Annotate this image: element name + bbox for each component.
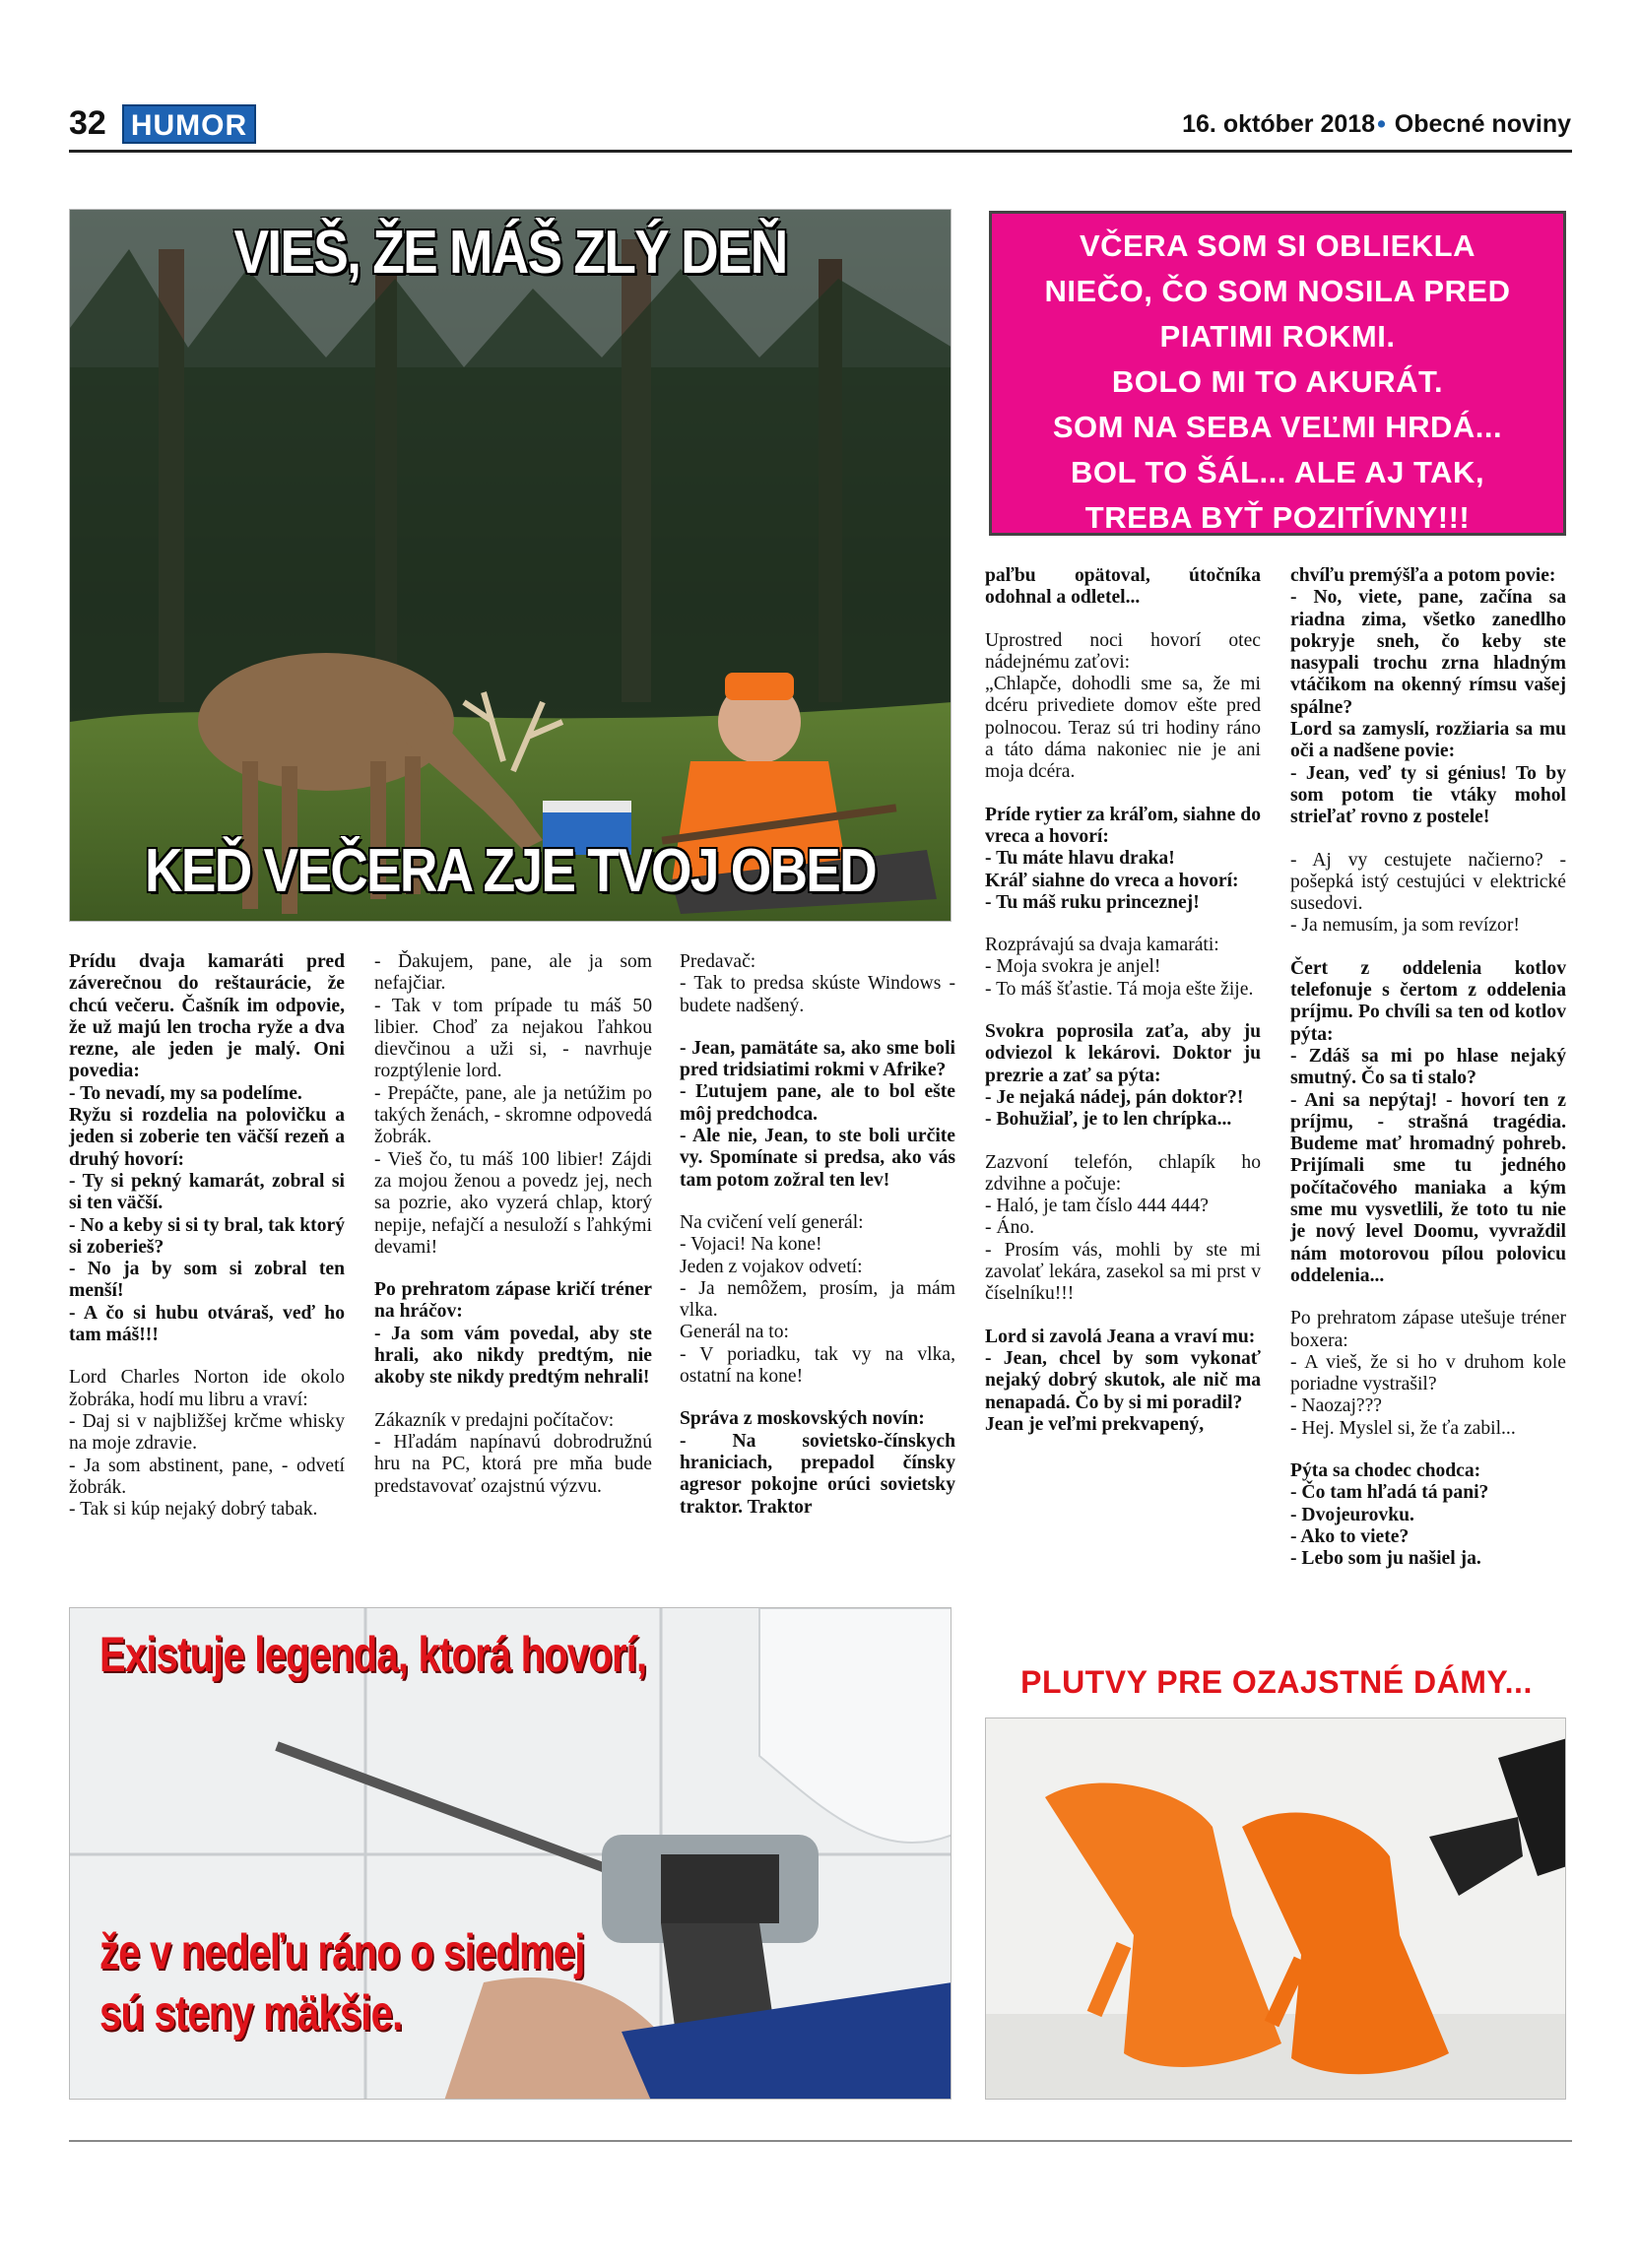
joke-paragraph: - A vieš, že si ho v druhom kole poriadne vystrašil? xyxy=(1290,1351,1566,1395)
joke-paragraph: Na cvičení velí generál: xyxy=(680,1211,864,1233)
joke-paragraph: Lord Charles Norton ide okolo žobráka, hodí mu libru a vraví: xyxy=(69,1367,345,1410)
joke-paragraph: chvíľu premýšľa a potom povie: xyxy=(1290,565,1556,586)
deer-photo-bottom-caption: KEĎ VEČERA ZJE TVOJ OBED xyxy=(145,837,876,905)
section-label: HUMOR xyxy=(122,104,256,144)
joke-paragraph: Generál na to: xyxy=(680,1322,789,1343)
joke-paragraph: - Prosím vás, mohli by ste mi zavolať lekára, zasekol sa mi prst v číselníku!!! xyxy=(985,1239,1261,1305)
joke-paragraph: - Ja som abstinent, pane, - odvetí žobrák. xyxy=(69,1455,345,1498)
paragraph-gap xyxy=(985,914,1261,935)
paragraph-gap xyxy=(985,1306,1261,1327)
joke-paragraph: - Ja nemusím, ja som revízor! xyxy=(1290,915,1520,937)
pink-line: PIATIMI ROKMI. xyxy=(1159,319,1396,354)
joke-paragraph: - Vieš čo, tu máš 100 libier! Zájdi za mojou ženou a povedz jej, nech sa pozrie, ako vyzerá chlap, ktorý nepije, nefajčí a nesuloží s ľahkými devami! xyxy=(374,1148,652,1258)
joke-paragraph: - Naozaj??? xyxy=(1290,1395,1382,1417)
joke-paragraph: Uprostred noci hovorí otec nádejnému zaťovi: xyxy=(985,629,1261,673)
publication-name: Obecné noviny xyxy=(1394,110,1571,138)
text-column-2 xyxy=(374,951,652,1498)
paragraph-gap xyxy=(680,1388,955,1408)
drill-photo xyxy=(69,1607,951,2100)
paragraph-gap xyxy=(1290,1440,1566,1460)
paragraph-gap xyxy=(985,1132,1261,1152)
joke-paragraph: - Tu máte hlavu draka! xyxy=(985,848,1175,870)
separator-dot: • xyxy=(1377,110,1386,138)
text-column-3 xyxy=(680,951,955,1519)
drill-caption-line-1: Existuje legenda, ktorá hovorí, xyxy=(99,1627,647,1682)
paragraph-gap xyxy=(680,1192,955,1212)
paragraph-gap xyxy=(374,1390,652,1410)
joke-paragraph: Príde rytier za kráľom, siahne do vreca a hovorí: xyxy=(985,804,1261,847)
joke-paragraph: - Ľutujem pane, ale to bol ešte môj predchodca. xyxy=(680,1081,955,1125)
paragraph-gap xyxy=(1290,938,1566,958)
joke-paragraph: - Jean, pamätáte sa, ako sme boli pred tridsiatimi rokmi v Afrike? xyxy=(680,1037,955,1081)
joke-paragraph: - Čo tam hľadá tá pani? xyxy=(1290,1482,1489,1504)
header-meta xyxy=(1182,110,1571,139)
joke-paragraph: - Dvojeurovku. xyxy=(1290,1504,1414,1525)
joke-paragraph: Čert z oddelenia kotlov telefonuje s čertom z oddelenia príjmu. Po chvíli sa ten od kotlov pýta: xyxy=(1290,957,1566,1045)
text-column-4 xyxy=(985,565,1261,1436)
joke-paragraph: Kráľ siahne do vreca a hovorí: xyxy=(985,870,1239,891)
joke-paragraph: - Ja som vám povedal, aby ste hrali, ako nikdy predtým, nie akoby ste nikdy predtým nehrali! xyxy=(374,1323,652,1389)
header-rule xyxy=(69,150,1572,153)
joke-paragraph: - Hľadám napínavú dobrodružnú hru na PC, ktorá pre mňa bude predstavovať ozajstnú výzvu. xyxy=(374,1431,652,1497)
drill-caption-line-3: sú steny mäkšie. xyxy=(99,1985,403,2041)
paragraph-gap xyxy=(69,1346,345,1367)
joke-paragraph: Ryžu si rozdelia na polovičku a jeden si zoberie ten väčší rezeň a druhý hovorí: xyxy=(69,1105,345,1170)
joke-paragraph: Jean je veľmi prekvapený, xyxy=(985,1413,1205,1435)
joke-paragraph: - Ty si pekný kamarát, zobral si si ten väčší. xyxy=(69,1170,345,1214)
joke-paragraph: - Tu máš ruku princeznej! xyxy=(985,891,1200,913)
text-column-1 xyxy=(69,951,345,1521)
joke-paragraph: - V poriadku, tak vy na vlka, ostatní na kone! xyxy=(680,1343,955,1388)
joke-paragraph: - Áno. xyxy=(985,1217,1035,1239)
paragraph-gap xyxy=(1290,1287,1566,1308)
deer-photo-top-caption: VIEŠ, ŽE MÁŠ ZLÝ DEŇ xyxy=(233,219,787,287)
joke-paragraph: Lord si zavolá Jeana a vraví mu: xyxy=(985,1326,1256,1347)
joke-paragraph: - Haló, je tam číslo 444 444? xyxy=(985,1196,1209,1217)
joke-paragraph: Jeden z vojakov odvetí: xyxy=(680,1256,863,1277)
pink-line: NIEČO, ČO SOM NOSILA PRED xyxy=(1044,274,1511,308)
joke-paragraph: - Prepáčte, pane, ale ja netúžim po takých ženách, - skromne odpovedá žobrák. xyxy=(374,1082,652,1148)
paragraph-gap xyxy=(985,1001,1261,1021)
joke-paragraph: - Jean, veď ty si génius! To by som potom tie vtáky mohol strieľať rovno z postele! xyxy=(1290,762,1566,828)
joke-paragraph: Zazvoní telefón, chlapík ho zdvihne a počuje: xyxy=(985,1151,1261,1195)
joke-paragraph: Zákazník v predajni počítačov: xyxy=(374,1409,615,1431)
pink-line: SOM NA SEBA VEĽMI HRDÁ... xyxy=(1052,410,1503,444)
joke-paragraph: Lord sa zamyslí, rozžiaria sa mu oči a nadšene povie: xyxy=(1290,719,1566,762)
pink-line: VČERA SOM SI OBLIEKLA xyxy=(1079,228,1476,263)
deer-hunter-illustration xyxy=(70,210,951,922)
joke-paragraph: - Jean, chcel by som vykonať nejaký dobrý skutok, ale nič ma nenapadá. Čo by si mi poradil? xyxy=(985,1347,1261,1413)
footer-rule xyxy=(69,2140,1572,2142)
joke-paragraph: - Hej. Myslel si, že ťa zabil... xyxy=(1290,1417,1516,1439)
issue-date: 16. október 2018 xyxy=(1182,110,1376,138)
joke-paragraph: - Vojaci! Na kone! xyxy=(680,1234,822,1256)
joke-paragraph: Svokra poprosila zaťa, aby ju odviezol k lekárovi. Doktor ju prezrie a zať sa pýta: xyxy=(985,1021,1261,1086)
joke-paragraph: - Daj si v najbližšej krčme whisky na moje zdravie. xyxy=(69,1410,345,1455)
joke-paragraph: - Moja svokra je anjel! xyxy=(985,956,1161,978)
joke-paragraph: paľbu opätoval, útočníka odohnal a odletel... xyxy=(985,565,1261,609)
joke-paragraph: Predavač: xyxy=(680,951,756,972)
drill-caption-line-2: že v nedeľu ráno o siedmej xyxy=(99,1924,585,1979)
pink-line: BOL TO ŠÁL... ALE AJ TAK, xyxy=(1070,455,1485,489)
page-number: 32 xyxy=(69,104,106,142)
joke-paragraph: Po prehratom zápase kričí tréner na hráčov: xyxy=(374,1279,652,1323)
joke-paragraph: Pýta sa chodec chodca: xyxy=(1290,1459,1481,1481)
joke-paragraph: - Ako to viete? xyxy=(1290,1525,1410,1547)
paragraph-gap xyxy=(680,1017,955,1038)
joke-paragraph: Po prehratom zápase utešuje tréner boxera: xyxy=(1290,1308,1566,1351)
joke-paragraph: - Na sovietsko-čínskych hraniciach, prepadol čínsky agresor pokojne orúci sovietsky traktor. Traktor xyxy=(680,1430,955,1518)
joke-paragraph: - Ale nie, Jean, to ste boli určite vy. Spomínate si predsa, ako vás tam potom zožral ten lev! xyxy=(680,1126,955,1191)
joke-paragraph: - Zdáš sa mi po hlase nejaký smutný. Čo sa ti stalo? xyxy=(1290,1045,1566,1089)
text-column-5 xyxy=(1290,565,1566,1570)
joke-paragraph: - Ja nemôžem, prosím, ja mám vlka. xyxy=(680,1277,955,1322)
joke-paragraph: - Lebo som ju našiel ja. xyxy=(1290,1548,1481,1570)
pink-quote-box xyxy=(989,211,1566,536)
joke-paragraph: - Ďakujem, pane, ale ja som nefajčiar. xyxy=(374,951,652,995)
flippers-photo xyxy=(985,1717,1566,2100)
joke-paragraph: - Je nejaká nádej, pán doktor?! xyxy=(985,1086,1244,1108)
joke-paragraph: - No ja by som si zobral ten menší! xyxy=(69,1259,345,1302)
paragraph-gap xyxy=(1290,829,1566,850)
joke-paragraph: - Tak to predsa skúste Windows - budete nadšený. xyxy=(680,973,955,1016)
joke-paragraph: - To nevadí, my sa podelíme. xyxy=(69,1082,302,1104)
joke-paragraph: - Tak v tom prípade tu máš 50 libier. Choď za nejakou ľahkou dievčinou a uži si, - navrhuje rozptýlenie lord. xyxy=(374,995,652,1082)
joke-paragraph: - No, viete, pane, začína sa riadna zima, všetko zanedlho pokryje sneh, čo keby ste nasypali trochu zrna hladným vtáčikom na okenný rímsu vašej spálne? xyxy=(1290,587,1566,718)
joke-paragraph: „Chlapče, dohodli sme sa, že mi dcéru privediete domov ešte pred polnocou. Teraz sú tri hodiny ráno a táto dáma nakoniec nie je ani moja dcéra. xyxy=(985,674,1261,783)
joke-paragraph: Rozprávajú sa dvaja kamaráti: xyxy=(985,935,1219,956)
flippers-illustration xyxy=(986,1718,1566,2100)
pink-line: TREBA BYŤ POZITÍVNY!!! xyxy=(1084,500,1471,535)
paragraph-gap xyxy=(985,610,1261,630)
deer-hunter-photo xyxy=(69,209,951,922)
flippers-heading: PLUTVY PRE OZAJSTNÉ DÁMY... xyxy=(1020,1664,1533,1700)
joke-paragraph: Správa z moskovských novín: xyxy=(680,1408,925,1430)
joke-paragraph: - Tak si kúp nejaký dobrý tabak. xyxy=(69,1499,318,1521)
joke-paragraph: Prídu dvaja kamaráti pred záverečnou do reštaurácie, že chcú večeru. Čašník im odpovie, že už majú len trocha ryže a dva rezne, ale jeden je malý. Oni povedia: xyxy=(69,951,345,1082)
joke-paragraph: - A čo si hubu otváraš, veď ho tam máš!!! xyxy=(69,1302,345,1346)
joke-paragraph: - No a keby si si ty bral, tak ktorý si zoberieš? xyxy=(69,1214,345,1258)
paragraph-gap xyxy=(985,784,1261,805)
paragraph-gap xyxy=(374,1259,652,1279)
joke-paragraph: - Bohužiaľ, je to len chrípka... xyxy=(985,1109,1232,1131)
pink-line: BOLO MI TO AKURÁT. xyxy=(1111,364,1444,399)
joke-paragraph: - Aj vy cestujete načierno? - pošepká istý cestujúci v elektrické susedovi. xyxy=(1290,849,1566,915)
joke-paragraph: - To máš šťastie. Tá moja ešte žije. xyxy=(985,978,1254,1000)
joke-paragraph: - Ani sa nepýtaj! - hovorí ten z príjmu, - strašná tragédia. Budeme mať hromadný pohreb. Prijímali sme tu jedného počítačového maniaka a kým sme mu vysvetlili, že toto tu nie je nový level Doomu, vyvraždil nám motorovou pílou polovicu oddelenia... xyxy=(1290,1089,1566,1286)
